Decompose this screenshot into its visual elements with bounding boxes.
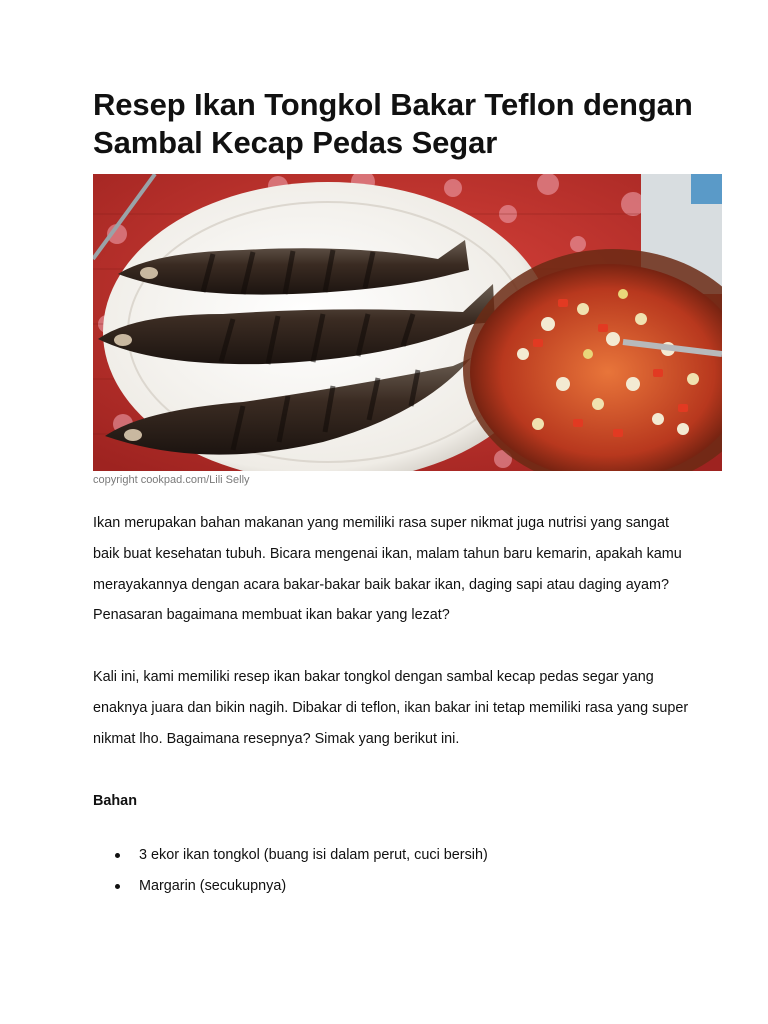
ingredient-text: 3 ekor ikan tongkol (buang isi dalam perut, cuci bersih) bbox=[139, 847, 488, 864]
ingredient-text: Margarin (secukupnya) bbox=[139, 877, 287, 894]
image-caption: copyright cookpad.com/Lili Selly bbox=[93, 474, 250, 486]
intro-paragraph: Ikan merupakan bahan makanan yang memiliki rasa super nikmat juga nutrisi yang sangat baik buat kesehatan tubuh. Bicara mengenai ikan, malam tahun baru kemarin, apakah kamu merayakannya dengan acara bakar-bakar baik bakar ikan, daging sapi atau daging ayam? Penasaran bagaimana membuat ikan bakar yang lezat? bbox=[93, 515, 682, 624]
ingredients-heading: Bahan bbox=[93, 792, 137, 809]
recipe-intro-paragraph: Kali ini, kami memiliki resep ikan bakar tongkol dengan sambal kecap pedas segar yang enaknya juara dan bikin nagih. Dibakar di teflon, ikan bakar ini tetap memiliki rasa yang super nikmat lho. Bagaimana resepnya? Simak yang berikut ini. bbox=[93, 669, 689, 747]
article bbox=[93, 86, 723, 901]
ingredients-list bbox=[93, 840, 723, 901]
list-item bbox=[115, 840, 723, 871]
article-title: Resep Ikan Tongkol Bakar Teflon dengan Sambal Kecap Pedas Segar bbox=[93, 87, 693, 160]
bullet-icon bbox=[115, 884, 120, 889]
list-item bbox=[115, 871, 723, 902]
bullet-icon bbox=[115, 853, 120, 858]
food-photo bbox=[93, 174, 722, 471]
